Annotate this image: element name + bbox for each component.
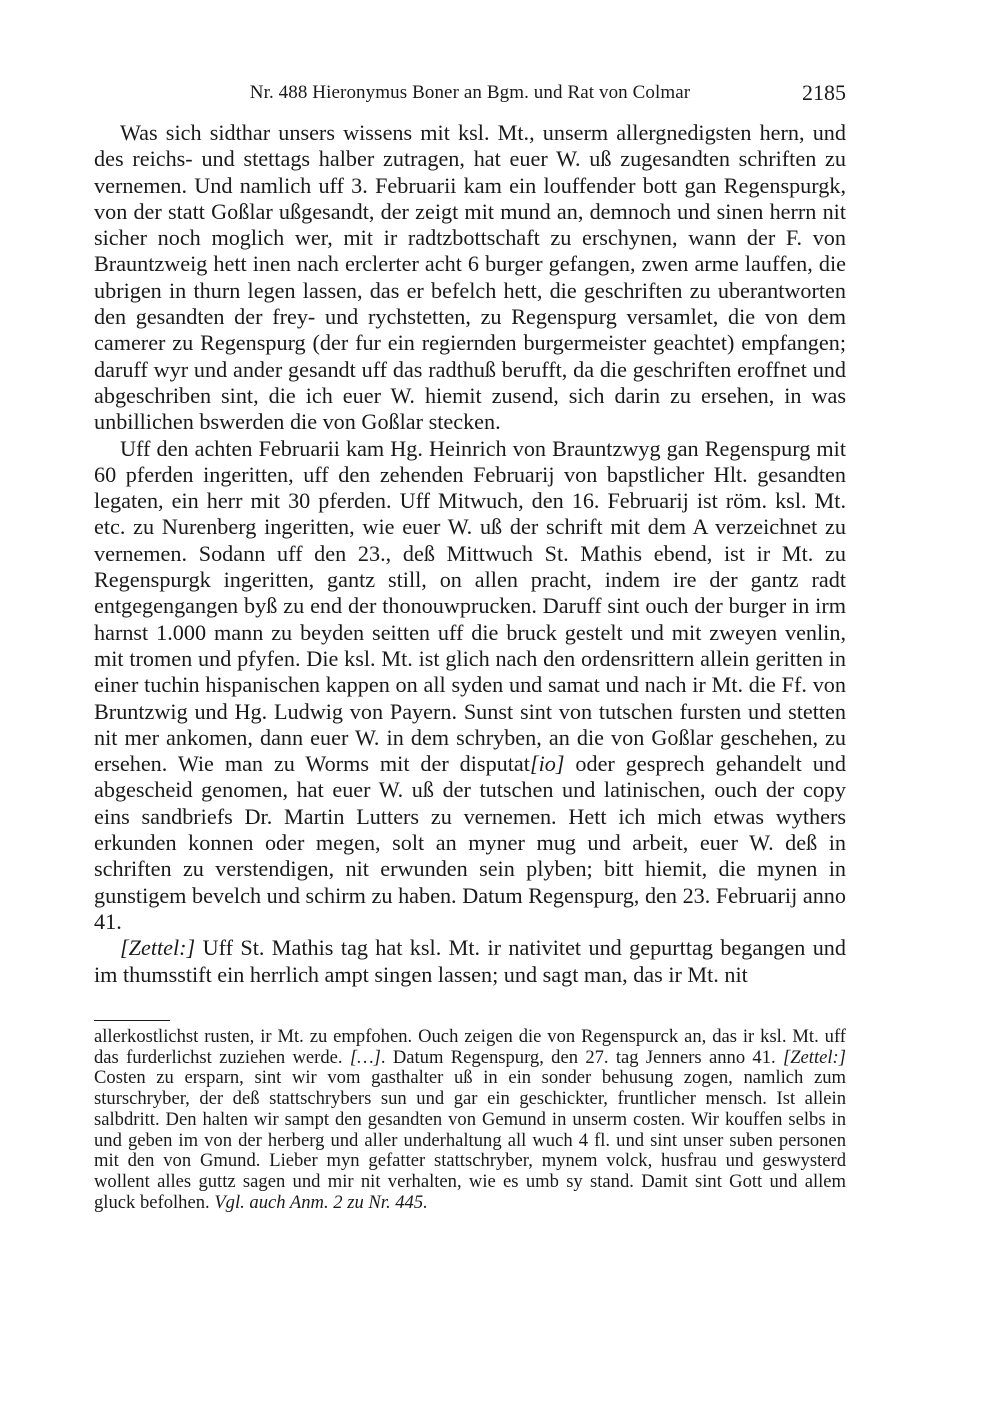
footnote-text-c: Costen zu ersparn, sint wir vom gasthalter uß in ein sonder behusung zogen, namlich zum sturschryber, der deß stattschrybers sun und gar ein geschickter, fruntlicher mensch. Ist allein salbdritt. Den halten wir sampt den gesandten von Gemund in unserm costen. Wir kouffen selbs in und geben im von der herberg und aller underhaltung all wuch 4 fl. und sint unser suben personen mit den von Gmund. Lieber myn gefatter stattschryber, mynem volck, husfrau und geswysterd wollent alles guttz sagen und mir nit verhalten, wie es umb sy stand. Damit sint Gott und allem gluck befolhen. <box>94 1067 846 1213</box>
paragraph-2 <box>94 436 846 936</box>
footnote-text-b: . Datum Regenspurg, den 27. tag Jenners anno 41. <box>380 1046 783 1068</box>
footnote-rule <box>94 1020 170 1021</box>
footnote-reference: Vgl. auch Anm. 2 zu Nr. 445. <box>214 1191 428 1213</box>
paragraph-2-text-b: oder gesprech gehandelt und abgescheid genomen, hat euer W. uß der tutschen und latinischen, ouch der copy eins sandbriefs Dr. Martin Lutters zu vernemen. Hett ich mich etwas wythers erkunden konnen oder megen, solt an myner mug und arbeit, euer W. deß in schriften zu verstendigen, nit erwunden sein plyben; bitt hiemit, die mynen in gunstigem bevelch und schirm zu haben. Datum Regenspurg, den 23. Februarij anno 41. <box>94 751 846 934</box>
page-number: 2185 <box>802 80 846 105</box>
footnote-paragraph <box>94 1027 846 1213</box>
running-title: Nr. 488 Hieronymus Boner an Bgm. und Rat von Colmar <box>249 82 691 103</box>
editorial-insert: [io] <box>529 751 565 777</box>
paragraph-3 <box>94 935 846 988</box>
paragraph-2-text-a: Uff den achten Februarii kam Hg. Heinrich von Brauntzwyg gan Regenspurg mit 60 pferden ingeritten, uff den zehenden Februarij von bapstlicher Hlt. gesandten legaten, ein herr mit 30 pferden. Uff Mitwuch, den 16. Februarij ist röm. ksl. Mt. etc. zu Nurenberg ingeritten, wie euer W. uß der schrift mit dem A verzeichnet zu vernemen. Sodann uff den 23., deß Mittwuch St. Mathis ebend, ist ir Mt. zu Regenspurgk ingeritten, gantz still, on allen pracht, indem ire der gantz radt entgegengangen byß zu end der thonouwprucken. Daruff sint ouch der burger in irm harnst 1.000 mann zu beyden seitten uff die bruck gestelt und mit zweyen venlin, mit tromen und pfyfen. Die ksl. Mt. ist glich nach den ordensrittern allein geritten in einer tuchin hispanischen kappen on all syden und samat und nach ir Mt. die Ff. von Bruntzwig und Hg. Ludwig von Payern. Sunst sint von tutschen fursten und stetten nit mer ankomen, dann euer W. in dem schryben, an die von Goßlar geschehen, zu ersehen. Wie man zu Worms mit der disputat <box>94 435 846 777</box>
footnote-text-a: allerkostlichst rusten, ir Mt. zu empfohen. Ouch zeigen die von Regenspurck an, das ir ksl. Mt. uff das furderlichst zuziehen werde. <box>94 1026 846 1068</box>
footnote <box>94 1027 846 1213</box>
main-text <box>94 120 846 988</box>
footnote-omission-marker: […] <box>349 1046 381 1068</box>
page-header <box>94 80 846 108</box>
footnote-zettel-marker: [Zettel:] <box>782 1046 846 1068</box>
paragraph-1: Was sich sidthar unsers wissens mit ksl. Mt., unserm allergnedigsten hern, und des reichs- und stettags halber zutragen, hat euer W. uß zugesandten schriften zu vernemen. Und namlich uff 3. Februarii kam ein louffender bott gan Regenspurgk, von der statt Goßlar ußgesandt, der zeigt mit mund an, demnoch und sinen herrn nit sicher noch moglich wer, mit ir radtzbottschaft zu erschynen, wann der F. von Brauntzweig hett inen nach erclerter acht 6 burger gefangen, zwen arme lauffen, die ubrigen in thurn legen lassen, das er befelch hett, die geschriften zu uberantworten den gesandten der frey- und rychstetten, zu Regenspurg versamlet, die von dem camerer zu Regenspurg (der fur ein regiernden burgermeister geachtet) empfangen; daruff wyr und ander gesandt uff das radthuß berufft, da die geschriften eroffnet und abgeschriben sint, die ich euer W. hiemit zusend, sich darin zu ersehen, in was unbillichen bswerden die von Goßlar stecken. <box>94 120 846 435</box>
zettel-marker: [Zettel:] <box>120 935 196 961</box>
paragraph-3-text: Uff St. Mathis tag hat ksl. Mt. ir nativitet und gepurttag begangen und im thumsstift ein herrlich ampt singen lassen; und sagt man, das ir Mt. nit <box>94 935 846 987</box>
